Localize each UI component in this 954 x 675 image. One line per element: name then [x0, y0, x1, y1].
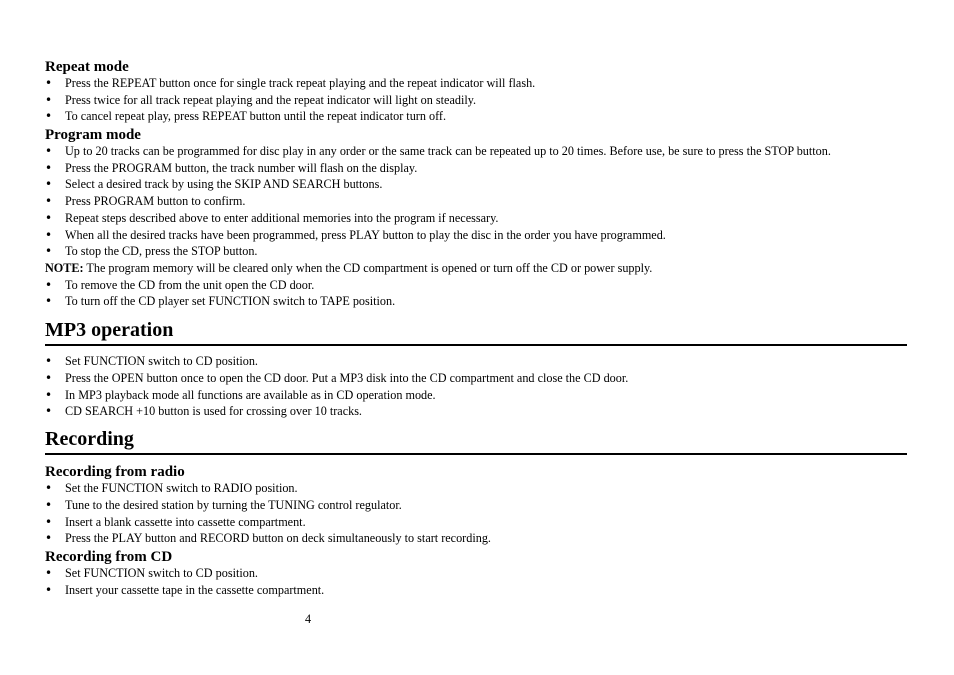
list-item: • Up to 20 tracks can be programmed for disc play in any order or the same track can be repeated up to 20 times. Before use, be sure to press the STOP button.: [45, 144, 831, 159]
list-item: • Press PROGRAM button to confirm.: [45, 194, 246, 209]
note-text: The program memory will be cleared only when the CD compartment is opened or turn off the CD or power supply.: [83, 260, 653, 275]
list-item: • In MP3 playback mode all functions are available as in CD operation mode.: [45, 387, 436, 402]
bullet-icon: •: [45, 244, 53, 259]
list-item: • Select a desired track by using the SKIP AND SEARCH buttons.: [45, 177, 383, 192]
list-item: • To stop the CD, press the STOP button.: [45, 244, 258, 259]
bullet-icon: •: [45, 227, 53, 242]
bullet-icon: •: [45, 514, 53, 529]
bullet-icon: •: [45, 387, 53, 402]
recording-from-radio-heading: Recording from radio: [45, 464, 185, 481]
recording-from-radio-list: [45, 481, 907, 546]
repeat-mode-heading: Repeat mode: [45, 59, 129, 75]
bullet-icon: •: [45, 354, 53, 369]
bullet-icon: •: [45, 531, 53, 546]
bullet-icon: •: [45, 277, 53, 292]
recording-section: [45, 426, 907, 597]
bullet-icon: •: [45, 109, 53, 124]
recording-heading: Recording: [45, 426, 907, 455]
repeat-mode-section: [45, 58, 907, 124]
bullet-icon: •: [45, 160, 53, 175]
list-item: • Press the PLAY button and RECORD button on deck simultaneously to start recording.: [45, 531, 491, 546]
program-mode-heading: Program mode: [45, 127, 141, 144]
mp3-operation-heading: MP3 operation: [45, 317, 907, 346]
bullet-icon: •: [45, 404, 53, 419]
bullet-icon: •: [45, 481, 53, 496]
list-item: • To remove the CD from the unit open the CD door.: [45, 277, 315, 292]
list-item: • When all the desired tracks have been programmed, press PLAY button to play the disc in the order you have programmed.: [45, 227, 666, 242]
manual-page: [45, 58, 907, 599]
note-label: NOTE:: [45, 260, 84, 275]
bullet-icon: •: [45, 582, 53, 597]
program-mode-list: [45, 144, 907, 259]
bullet-icon: •: [45, 92, 53, 107]
bullet-icon: •: [45, 177, 53, 192]
list-item: • Repeat steps described above to enter additional memories into the program if necessary.: [45, 210, 499, 225]
list-item: • CD SEARCH +10 button is used for crossing over 10 tracks.: [45, 404, 362, 419]
recording-from-cd-subsection: [45, 548, 907, 598]
bullet-icon: •: [45, 194, 53, 209]
list-item: • Insert a blank cassette into cassette compartment.: [45, 514, 306, 529]
list-item: • Set FUNCTION switch to CD position.: [45, 354, 258, 369]
repeat-mode-list: [45, 76, 907, 124]
list-item: • Set the FUNCTION switch to RADIO position.: [45, 481, 298, 496]
list-item: • To cancel repeat play, press REPEAT button until the repeat indicator turn off.: [45, 109, 447, 124]
bullet-icon: •: [45, 370, 53, 385]
mp3-operation-section: [45, 317, 907, 419]
list-item: • Press the PROGRAM button, the track number will flash on the display.: [45, 160, 418, 175]
bullet-icon: •: [45, 498, 53, 512]
list-item: • Tune to the desired station by turning the TUNING control regulator.: [45, 498, 402, 512]
program-after-note-list: [45, 278, 907, 310]
recording-from-radio-subsection: [45, 463, 907, 546]
list-item: • To turn off the CD player set FUNCTION switch to TAPE position.: [45, 294, 396, 309]
bullet-icon: •: [45, 210, 53, 225]
list-item: • Press twice for all track repeat playing and the repeat indicator will light on steadily.: [45, 92, 477, 107]
bullet-icon: •: [45, 566, 53, 581]
mp3-operation-list: [45, 354, 907, 419]
program-mode-section: [45, 126, 907, 309]
bullet-icon: •: [45, 144, 53, 159]
list-item: • Press the REPEAT button once for single track repeat playing and the repeat indicator will flash.: [45, 76, 536, 90]
bullet-icon: •: [45, 76, 53, 90]
list-item: • Set FUNCTION switch to CD position.: [45, 566, 258, 581]
recording-from-cd-heading: Recording from CD: [45, 549, 173, 566]
list-item: • Insert your cassette tape in the cassette compartment.: [45, 582, 325, 597]
recording-from-cd-list: [45, 566, 907, 598]
bullet-icon: •: [45, 294, 53, 309]
page-number: 4: [305, 612, 312, 626]
program-note: [45, 261, 907, 276]
list-item: • Press the OPEN button once to open the CD door. Put a MP3 disk into the CD compartment and close the CD door.: [45, 370, 629, 385]
